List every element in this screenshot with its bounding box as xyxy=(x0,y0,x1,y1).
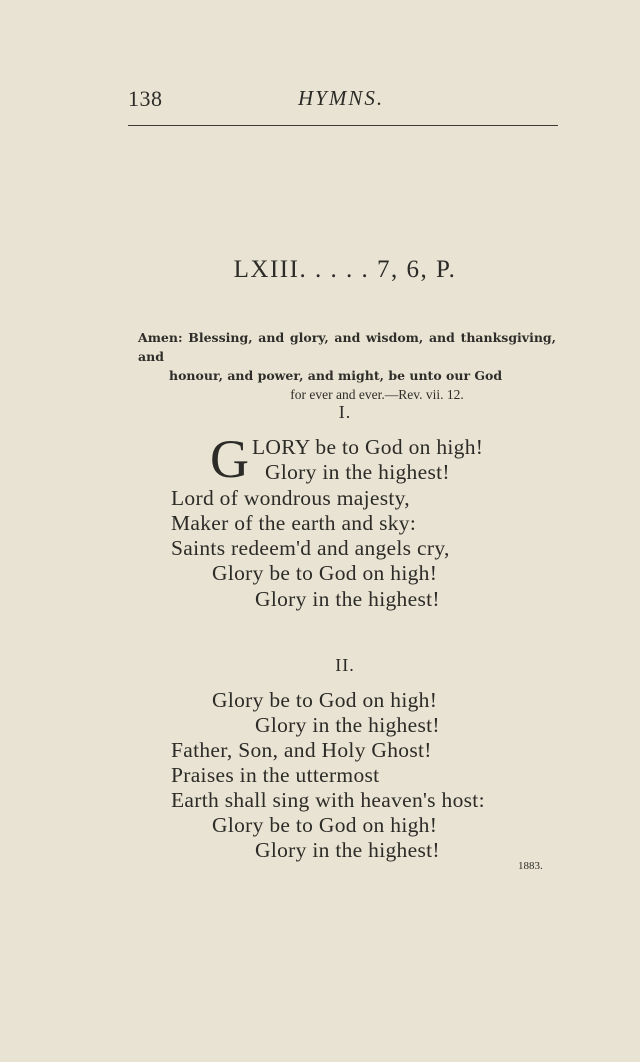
epigraph xyxy=(138,328,556,404)
stanza-2-line-7: Glory in the highest! xyxy=(255,838,440,862)
stanza-number-2: II. xyxy=(335,655,355,675)
stanza-1-line-4: Maker of the earth and sky: xyxy=(171,511,417,535)
stanza-2-line-1: Glory be to God on high! xyxy=(212,688,438,712)
epigraph-line-2: honour, and power, and might, be unto our God xyxy=(169,368,503,383)
drop-cap: G xyxy=(210,429,249,489)
stanza-2-line-5: Earth shall sing with heaven's host: xyxy=(171,788,485,812)
header-rule xyxy=(128,125,558,126)
page-number: 138 xyxy=(128,86,163,111)
stanza-2-line-3: Father, Son, and Holy Ghost! xyxy=(171,738,432,762)
stanza-1-line-1: LORY be to God on high! xyxy=(252,435,484,459)
epigraph-line-1: Amen: Blessing, and glory, and wisdom, and thanksgiving, and xyxy=(138,330,556,364)
running-head: HYMNS. xyxy=(298,86,385,110)
stanza-1-line-3: Lord of wondrous majesty, xyxy=(171,486,410,510)
stanza-number-1: I. xyxy=(338,402,352,422)
stanza-2-line-2: Glory in the highest! xyxy=(255,713,440,737)
stanza-1-line-2: Glory in the highest! xyxy=(265,460,450,484)
stanza-1-line-6: Glory be to God on high! xyxy=(212,561,438,585)
stanza-2-line-6: Glory be to God on high! xyxy=(212,813,438,837)
stanza-2-line-4: Praises in the uttermost xyxy=(171,763,380,787)
hymn-date: 1883. xyxy=(518,860,543,872)
hymn-title: LXIII. . . . . 7, 6, P. xyxy=(233,256,457,283)
stanza-1-line-5: Saints redeem'd and angels cry, xyxy=(171,536,450,560)
stanza-1-line-7: Glory in the highest! xyxy=(255,587,440,611)
epigraph-line-3: for ever and ever.—Rev. vii. 12. xyxy=(290,387,464,402)
page-header xyxy=(128,86,558,120)
